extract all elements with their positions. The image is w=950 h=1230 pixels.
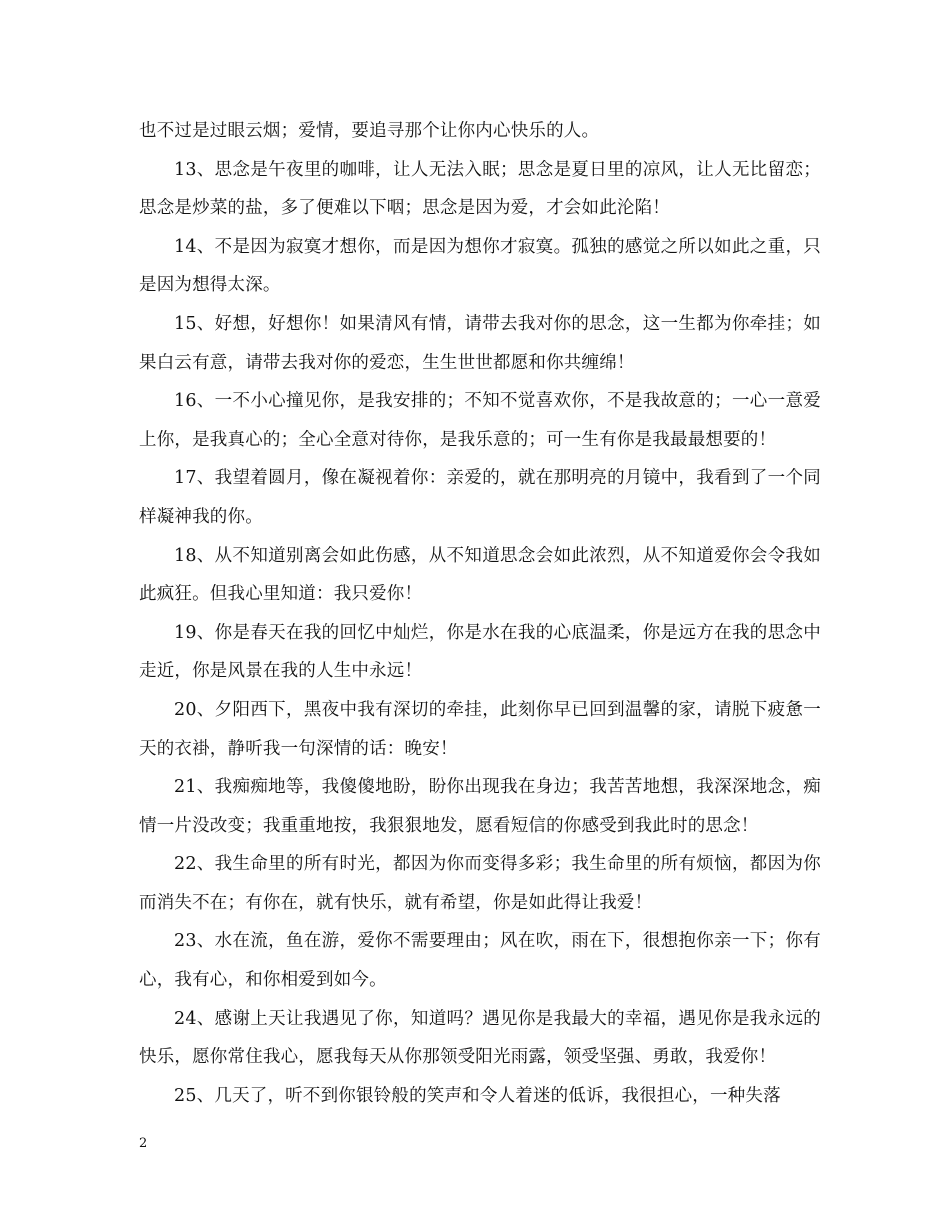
paragraph-continuation: 也不过是过眼云烟；爱情，要追寻那个让你内心快乐的人。 [139,121,600,141]
paragraph-25: 25、几天了，听不到你银铃般的笑声和令人着迷的低诉，我很担心，一种失落 [174,1085,781,1106]
paragraph-21: 21、我痴痴地等，我傻傻地盼，盼你出现我在身边；我苦苦地想，我深深地念，痴情一片没改变；我重重地按，我狠狠地发，愿看短信的你感受到我此时的思念！ [139,777,821,836]
paragraph-14: 14、不是因为寂寞才想你，而是因为想你才寂寞。孤独的感觉之所以如此之重，只是因为想得太深。 [139,236,821,296]
body-text [139,112,821,1115]
paragraph-24: 24、感谢上天让我遇见了你，知道吗？遇见你是我最大的幸福，遇见你是我永远的快乐，愿你常住我心，愿我每天从你那领受阳光雨露，领受坚强、勇敢，我爱你！ [139,1008,821,1068]
paragraph-20: 20、夕阳西下，黑夜中我有深切的牵挂，此刻你早已回到温馨的家，请脱下疲惫一天的衣褂，静听我一句深情的话：晚安！ [139,699,821,759]
paragraph-23: 23、水在流，鱼在游，爱你不需要理由；风在吹，雨在下，很想抱你亲一下；你有心，我有心，和你相爱到如今。 [139,931,821,991]
paragraph-15: 15、好想，好想你！如果清风有情，请带去我对你的思念，这一生都为你牵挂；如果白云有意，请带去我对你的爱恋，生生世世都愿和你共缠绵！ [139,313,821,373]
paragraph-13: 13、思念是午夜里的咖啡，让人无法入眠；思念是夏日里的凉风，让人无比留恋；思念是炒菜的盐，多了便难以下咽；思念是因为爱，才会如此沦陷！ [139,159,821,219]
paragraph-19: 19、你是春天在我的回忆中灿烂，你是水在我的心底温柔，你是远方在我的思念中走近，你是风景在我的人生中永远！ [139,622,821,682]
paragraph-18: 18、从不知道别离会如此伤感，从不知道思念会如此浓烈，从不知道爱你会令我如此疯狂。但我心里知道：我只爱你！ [139,545,821,605]
page-number: 2 [139,1136,148,1151]
paragraph-22: 22、我生命里的所有时光，都因为你而变得多彩；我生命里的所有烦恼，都因为你而消失不在；有你在，就有快乐，就有希望，你是如此得让我爱！ [139,854,821,913]
paragraph-17: 17、我望着圆月，像在凝视着你：亲爱的，就在那明亮的月镜中，我看到了一个同样凝神我的你。 [139,468,821,527]
paragraph-16: 16、一不小心撞见你，是我安排的；不知不觉喜欢你，不是我故意的；一心一意爱上你，是我真心的；全心全意对待你，是我乐意的；可一生有你是我最最想要的！ [139,391,821,450]
